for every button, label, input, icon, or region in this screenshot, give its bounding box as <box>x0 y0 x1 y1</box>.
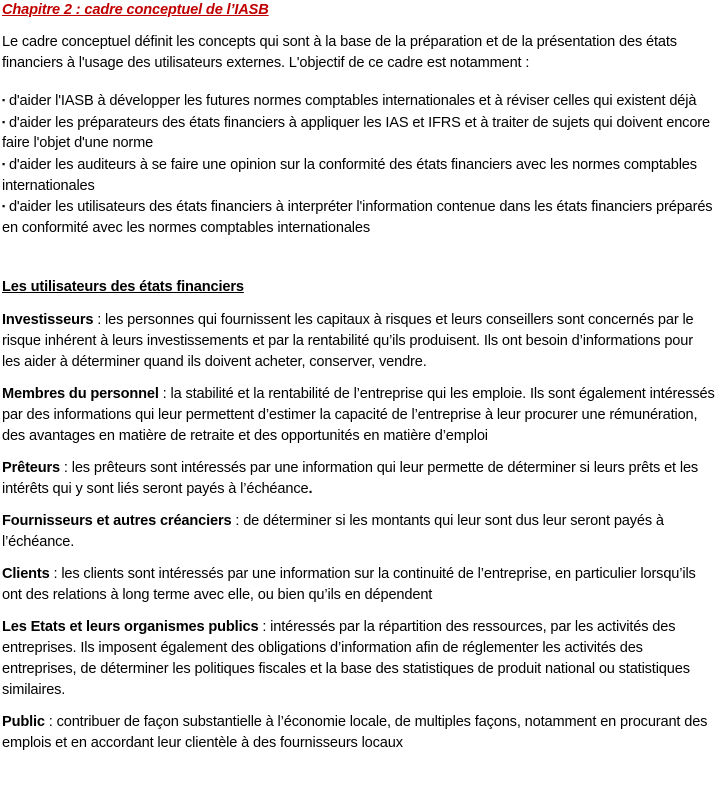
bullet-icon: ▪ <box>2 201 6 212</box>
objective-item <box>2 196 715 238</box>
objective-item <box>2 90 715 112</box>
user-name: Investisseurs <box>2 311 94 328</box>
user-description: : les prêteurs sont intéressés par une information qui leur permette de déterminer si leurs prêts et les intérêts qui y sont liés seront payés à l’échéance <box>2 459 699 497</box>
user-paragraph-public <box>2 712 715 754</box>
user-description: : les clients sont intéressés par une information sur la continuité de l’entreprise, en particulier lorsqu’ils ont des relations à long terme avec elle, ou bien qu’ils en dépendent <box>2 565 696 603</box>
document-page <box>2 0 715 754</box>
objective-text: d'aider l'IASB à développer les futures normes comptables internationales et à réviser celles qui existent déjà <box>5 93 697 110</box>
user-name: Les Etats et leurs organismes publics <box>2 618 259 635</box>
user-description: : les personnes qui fournissent les capitaux à risques et leurs conseillers sont concernés par le risque inhérent à leurs investissements et par la rentabilité qu’ils produisent. Ils ont besoin d’informations pour les aider à déterminer quand ils doivent acheter, conserver, vendre. <box>2 311 694 370</box>
user-paragraph-preteurs <box>2 458 715 500</box>
intro-paragraph: Le cadre conceptuel définit les concepts qui sont à la base de la préparation et de la présentation des états financiers à l'usage des utilisateurs externes. L'objectif de ce cadre est notamment : <box>2 34 677 71</box>
section-title-users: Les utilisateurs des états financiers <box>2 279 244 296</box>
user-description-tail: . <box>308 480 313 497</box>
user-description: : contribuer de façon substantielle à l’économie locale, de multiples façons, notamment en procurant des emplois et en accordant leur clientèle à des fournisseurs locaux <box>2 713 708 751</box>
users-list <box>2 310 715 754</box>
user-description: : la stabilité et la rentabilité de l’entreprise qui les emploie. Ils sont également intéressés par des informations qui leur permettent d’estimer la capacité de l’entreprise à leur procurer une rémunération, des avantages en matière de retraite et des opportunités en matière d’emploi <box>2 385 715 444</box>
objective-item <box>2 154 715 196</box>
objective-item <box>2 112 715 154</box>
user-description: : de déterminer si les montants qui leur sont dus leur seront payés à l’échéance. <box>2 512 664 550</box>
objectives-list <box>2 90 715 238</box>
bullet-icon: ▪ <box>2 95 6 106</box>
user-paragraph-investisseurs <box>2 310 715 373</box>
chapter-title: Chapitre 2 : cadre conceptuel de l’IASB <box>2 2 269 18</box>
objective-text: d'aider les auditeurs à se faire une opinion sur la conformité des états financiers avec les normes comptables internationales <box>2 156 697 194</box>
user-paragraph-fournisseurs <box>2 511 715 553</box>
user-paragraph-etats <box>2 617 715 701</box>
objective-text: d'aider les utilisateurs des états financiers à interpréter l'information contenue dans les états financiers préparés en conformité avec les normes comptables internationales <box>2 199 713 236</box>
user-name: Public <box>2 713 45 730</box>
bullet-icon: ▪ <box>2 158 6 169</box>
objective-text: d'aider les préparateurs des états financiers à appliquer les IAS et IFRS et à traiter de sujets qui doivent encore faire l'objet d'une norme <box>2 114 710 152</box>
user-name: Prêteurs <box>2 459 61 476</box>
user-paragraph-personnel <box>2 384 715 447</box>
user-name: Fournisseurs et autres créanciers <box>2 512 232 529</box>
user-paragraph-clients <box>2 564 715 606</box>
user-description: : intéressés par la répartition des ressources, par les activités des entreprises. Ils imposent également des obligations d’information afin de réglementer les activités des entreprises, de déterminer les politiques fiscales et la base des statistiques de produit national ou statistiques similaires. <box>2 618 690 698</box>
user-name: Membres du personnel <box>2 385 159 402</box>
user-name: Clients <box>2 565 50 582</box>
bullet-icon: ▪ <box>2 116 6 127</box>
